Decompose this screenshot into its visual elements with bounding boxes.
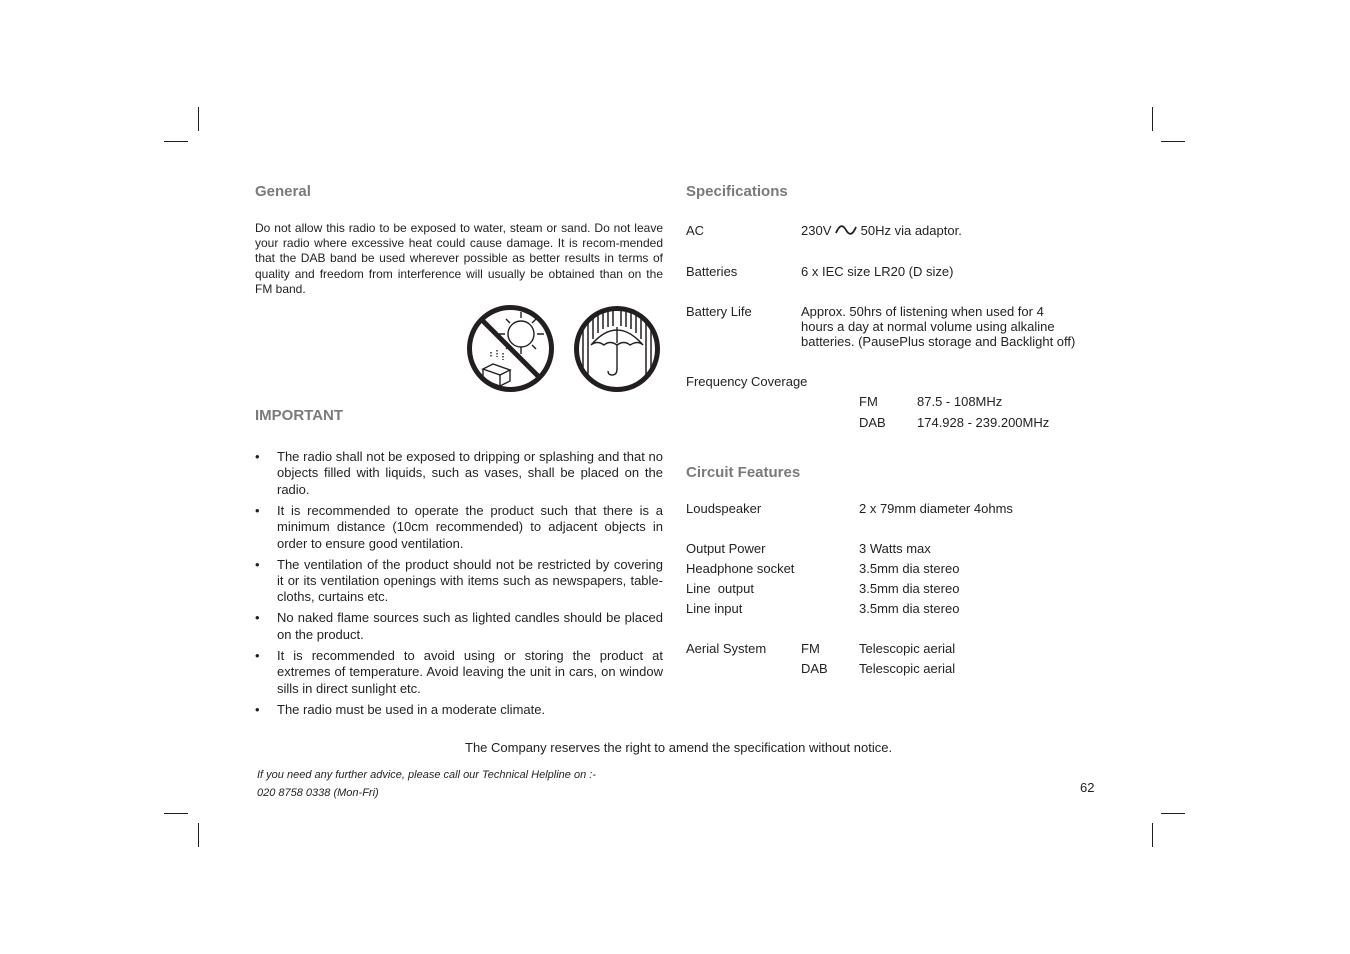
- list-item: [255, 648, 663, 697]
- crop-mark: [198, 107, 199, 131]
- circuit-features-heading: Circuit Features: [686, 464, 801, 481]
- crop-mark: [198, 823, 199, 847]
- crop-mark: [1161, 813, 1185, 814]
- battery-life-line: hours a day at normal volume using alkaline: [801, 319, 1055, 334]
- bullet-icon: •: [255, 610, 260, 626]
- crop-mark: [1152, 107, 1153, 131]
- important-item-text: No naked flame sources such as lighted candles should be placed on the product.: [277, 610, 663, 642]
- important-item-text: The ventilation of the product should not be restricted by covering it or its ventilation openings with items such as newspapers, table-cloths, curtains etc.: [277, 556, 663, 605]
- output-value: 3.5mm dia stereo: [859, 601, 960, 616]
- list-item: [255, 557, 663, 606]
- loudspeaker-value: 2 x 79mm diameter 4ohms: [859, 501, 1013, 516]
- frequency-band: DAB: [859, 415, 886, 430]
- battery-life-line: Approx. 50hrs of listening when used for 4: [801, 304, 1044, 319]
- list-item: [255, 503, 663, 552]
- frequency-range: 87.5 - 108MHz: [917, 394, 1003, 409]
- specifications-heading: Specifications: [686, 183, 788, 200]
- frequency-range: 174.928 - 239.200MHz: [917, 415, 1050, 430]
- bullet-icon: •: [255, 647, 260, 663]
- aerial-band: FM: [801, 641, 820, 656]
- umbrella-rain-icon: [573, 305, 661, 393]
- loudspeaker-label: Loudspeaker: [686, 501, 762, 516]
- output-label: Line input: [686, 601, 743, 616]
- aerial-value: Telescopic aerial: [859, 661, 956, 676]
- aerial-value: Telescopic aerial: [859, 641, 956, 656]
- page-number: 62: [1080, 780, 1095, 795]
- battery-life-label: Battery Life: [686, 304, 752, 319]
- ac-voltage: 230V: [801, 223, 832, 238]
- important-list: [255, 449, 663, 723]
- helpline-text: If you need any further advice, please call our Technical Helpline on :-: [257, 769, 596, 781]
- ac-sine-wave-icon: [835, 223, 857, 237]
- output-value: 3.5mm dia stereo: [859, 561, 960, 576]
- output-label: Output Power: [686, 541, 766, 556]
- ac-label: AC: [686, 223, 705, 238]
- frequency-band: FM: [859, 394, 878, 409]
- crop-mark: [164, 141, 188, 142]
- ac-value: [801, 223, 962, 238]
- bullet-icon: •: [255, 449, 260, 464]
- ac-frequency: 50Hz via adaptor.: [860, 223, 962, 238]
- bullet-icon: •: [255, 701, 260, 717]
- important-heading: IMPORTANT: [255, 407, 344, 424]
- output-value: 3.5mm dia stereo: [859, 581, 960, 596]
- general-heading: General: [255, 183, 311, 200]
- crop-mark: [1152, 823, 1153, 847]
- output-value: 3 Watts max: [859, 541, 931, 556]
- crop-mark: [1161, 141, 1185, 142]
- helpline-number: 020 8758 0338 (Mon-Fri): [257, 787, 379, 799]
- frequency-coverage-label: Frequency Coverage: [686, 374, 808, 389]
- output-label: Line output: [686, 581, 754, 596]
- crop-mark: [164, 813, 188, 814]
- list-item: [255, 702, 663, 718]
- important-item-text: It is recommended to operate the product such that there is a minimum distance (10cm recommended) to adjacent objects in order to ensure good ventilation.: [277, 502, 663, 551]
- general-paragraph: [255, 221, 663, 297]
- output-label: Headphone socket: [686, 561, 795, 576]
- aerial-band: DAB: [801, 661, 828, 676]
- battery-life-line: batteries. (PausePlus storage and Backlight off): [801, 334, 1076, 349]
- general-text: Do not allow this radio to be exposed to water, steam or sand. Do not leave your radio where excessive heat could cause damage. It is recom-mended that the DAB band be used wherever possible as better results in terms of quality and freedom from interference will usually be obtained than on the FM band.: [255, 221, 663, 296]
- no-heat-sun-sand-icon: [466, 304, 555, 393]
- specification-notice: The Company reserves the right to amend the specification without notice.: [465, 740, 893, 755]
- bullet-icon: •: [255, 502, 260, 518]
- aerial-label: Aerial System: [686, 641, 767, 656]
- bullet-icon: •: [255, 556, 260, 572]
- batteries-label: Batteries: [686, 264, 738, 279]
- list-item: [255, 610, 663, 643]
- important-item-text: It is recommended to avoid using or storing the product at extremes of temperature. Avoid leaving the unit in cars, on window sills in direct sunlight etc.: [277, 647, 663, 696]
- important-item-text: The radio shall not be exposed to dripping or splashing and that no objects filled with liquids, such as vases, shall be placed on the radio.: [277, 449, 663, 497]
- important-item-text: The radio must be used in a moderate climate.: [277, 701, 546, 717]
- list-item: [255, 449, 663, 498]
- batteries-value: 6 x IEC size LR20 (D size): [801, 264, 954, 279]
